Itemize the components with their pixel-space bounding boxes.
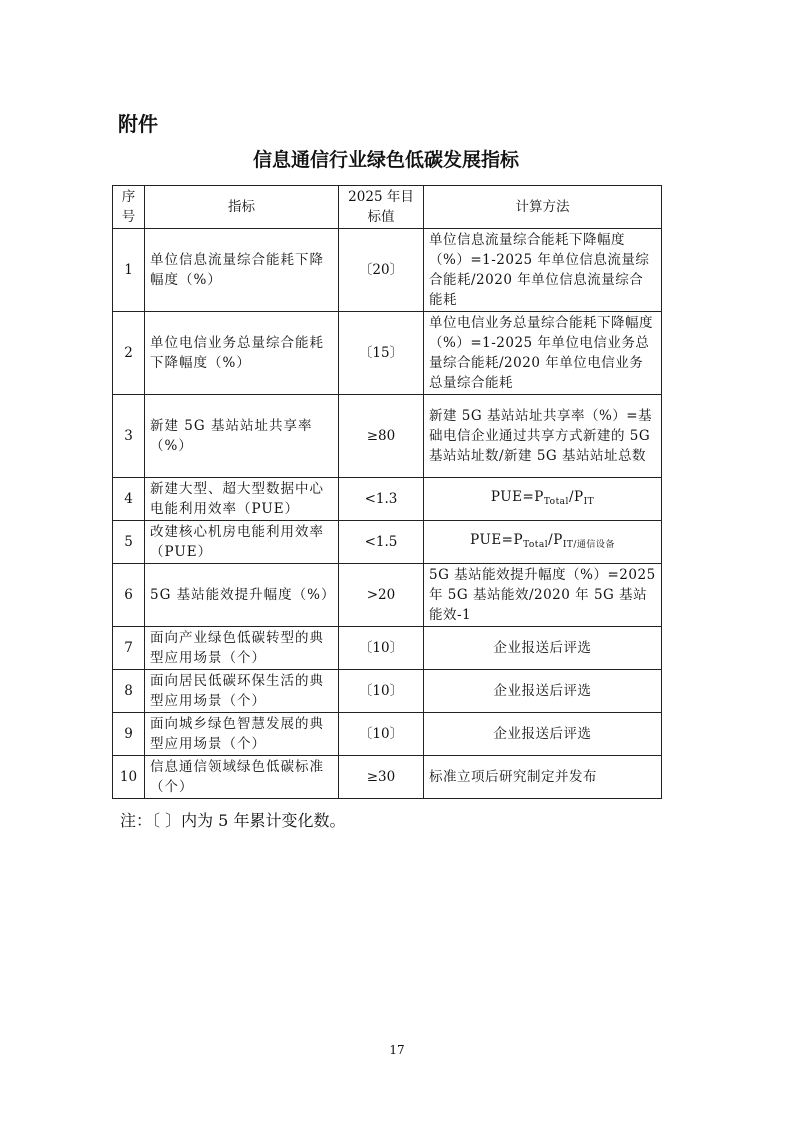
row-indicator: 新建 5G 基站站址共享率（%） [145,395,339,478]
row-indicator: 面向城乡绿色智慧发展的典型应用场景（个） [145,713,339,756]
row-method: 单位电信业务总量综合能耗下降幅度（%）=1-2025 年单位电信业务总量综合能耗/2020 年单位电信业务总量综合能耗 [424,312,662,395]
document-title: 信息通信行业绿色低碳发展指标 [252,149,519,171]
row-method: 企业报送后评选 [424,713,662,756]
page-number: 17 [389,1043,405,1057]
row-num: 10 [113,756,145,799]
table-row [113,713,662,756]
table-header-row [113,186,662,229]
row-num: 7 [113,627,145,670]
row-target: 〔10〕 [339,627,424,670]
formula-lhs: PUE=P [490,488,544,505]
row-method-formula [424,478,662,521]
table-row [113,521,662,564]
indicator-table [112,185,662,799]
table-row [113,670,662,713]
row-method: 新建 5G 基站站址共享率（%）=基础电信企业通过共享方式新建的 5G 基站站址数/新建 5G 基站站址总数 [424,395,662,478]
row-num: 2 [113,312,145,395]
formula-mid: /P [568,488,584,505]
table-row [113,627,662,670]
row-target: 〔15〕 [339,312,424,395]
row-target: >20 [339,564,424,627]
table-row [113,478,662,521]
row-target: <1.3 [339,478,424,521]
row-indicator: 改建核心机房电能利用效率（PUE） [145,521,339,564]
row-indicator: 新建大型、超大型数据中心电能利用效率（PUE） [145,478,339,521]
table-row [113,756,662,799]
row-num: 1 [113,229,145,312]
row-num: 6 [113,564,145,627]
row-target: ≥80 [339,395,424,478]
row-method: 企业报送后评选 [424,627,662,670]
row-indicator: 面向产业绿色低碳转型的典型应用场景（个） [145,627,339,670]
row-target: ≥30 [339,756,424,799]
row-method: 标准立项后研究制定并发布 [424,756,662,799]
formula-sub-total: Total [543,496,569,507]
row-indicator: 面向居民低碳环保生活的典型应用场景（个） [145,670,339,713]
row-method: 企业报送后评选 [424,670,662,713]
row-method: 单位信息流量综合能耗下降幅度（%）=1-2025 年单位信息流量综合能耗/2020 年单位信息流量综合能耗 [424,229,662,312]
row-target: <1.5 [339,521,424,564]
row-target: 〔20〕 [339,229,424,312]
row-num: 3 [113,395,145,478]
header-num: 序号 [113,186,145,229]
row-num: 8 [113,670,145,713]
table-row [113,229,662,312]
table-note: 注：〔 〕内为 5 年累计变化数。 [120,811,346,830]
row-num: 5 [113,521,145,564]
formula-sub-it: IT [583,496,595,507]
formula-sub-it: IT/通信设备 [562,539,615,550]
table-row [113,395,662,478]
table-row [113,564,662,627]
row-num: 4 [113,478,145,521]
formula-lhs: PUE=P [470,531,524,548]
row-method-formula [424,521,662,564]
row-indicator: 单位电信业务总量综合能耗下降幅度（%） [145,312,339,395]
formula-mid: /P [548,531,563,548]
annex-label: 附件 [118,112,158,136]
row-num: 9 [113,713,145,756]
row-indicator: 信息通信领域绿色低碳标准（个） [145,756,339,799]
header-indicator: 指标 [145,186,339,229]
row-target: 〔10〕 [339,670,424,713]
row-indicator: 5G 基站能效提升幅度（%） [145,564,339,627]
table-row [113,312,662,395]
row-target: 〔10〕 [339,713,424,756]
header-method: 计算方法 [424,186,662,229]
row-indicator: 单位信息流量综合能耗下降幅度（%） [145,229,339,312]
row-method: 5G 基站能效提升幅度（%）=2025 年 5G 基站能效/2020 年 5G 基站能效-1 [424,564,662,627]
formula-sub-total: Total [523,539,549,550]
header-target: 2025 年目标值 [339,186,424,229]
